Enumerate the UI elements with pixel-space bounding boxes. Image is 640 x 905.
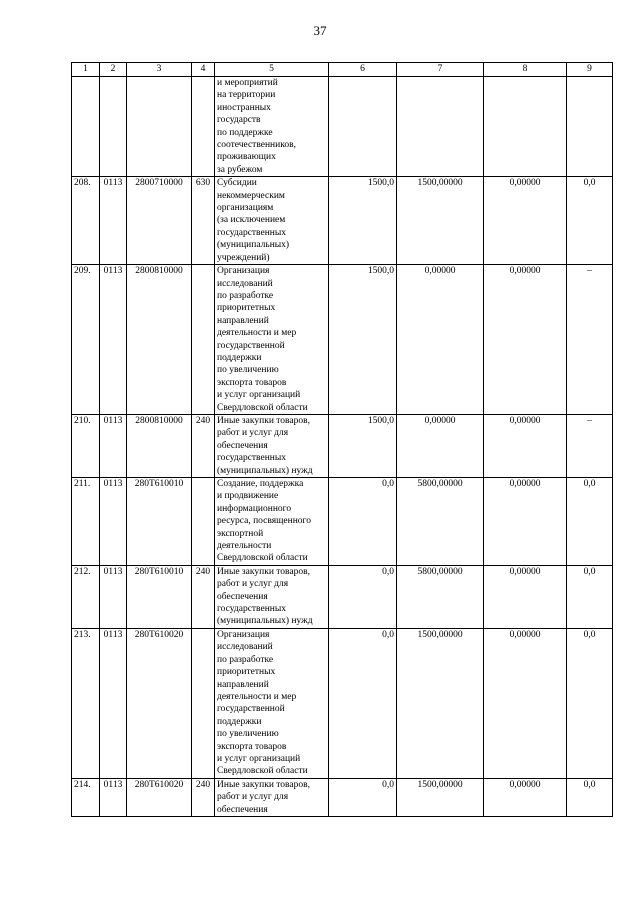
item-name-line: проживающих	[217, 152, 276, 163]
value-col-6: 0,0	[329, 565, 397, 628]
item-name-line: Субсидии	[217, 178, 257, 189]
section-code: 0113	[100, 177, 127, 265]
value-col-8: 0,00000	[484, 414, 567, 477]
section-code: 0113	[100, 265, 127, 415]
item-name-line: поддержки	[217, 352, 262, 363]
item-name-line: работ и услуг для	[217, 428, 289, 439]
value-col-6: 0,0	[329, 628, 397, 778]
item-name	[215, 478, 329, 566]
header-col-3: 3	[127, 63, 192, 77]
item-name-line: государственных	[217, 227, 287, 238]
table-header-row	[72, 63, 613, 77]
value-col-9: 0,0	[567, 628, 613, 778]
table-row	[72, 478, 613, 566]
item-name-line: (муниципальных) нужд	[217, 465, 313, 476]
item-name-line: исследований	[217, 278, 273, 289]
header-col-8: 8	[484, 63, 567, 77]
expense-type: 240	[192, 414, 215, 477]
item-name-line: работ и услуг для	[217, 792, 289, 803]
item-name-line: некоммерческим	[217, 190, 285, 201]
value-col-6: 1500,0	[329, 265, 397, 415]
item-name-line: по увеличению	[217, 729, 279, 740]
item-name-line: деятельности и мер	[217, 328, 297, 339]
value-col-8: 0,00000	[484, 565, 567, 628]
item-name-line: по разработке	[217, 654, 274, 665]
expense-type	[192, 77, 215, 177]
item-name-line: государственной	[217, 340, 285, 351]
item-name-line: и мероприятий	[217, 78, 278, 88]
target-code: 2800810000	[127, 414, 192, 477]
expense-type: 240	[192, 565, 215, 628]
table-row	[72, 414, 613, 477]
item-name-line: Свердловской области	[217, 553, 308, 564]
section-code: 0113	[100, 628, 127, 778]
value-col-6: 1500,0	[329, 177, 397, 265]
item-name-line: Иные закупки товаров,	[217, 566, 310, 577]
item-name-line: государств	[217, 115, 261, 126]
item-name-line: информационного	[217, 503, 292, 514]
header-col-9: 9	[567, 63, 613, 77]
expense-type: 630	[192, 177, 215, 265]
row-number	[72, 77, 100, 177]
item-name-line: и продвижение	[217, 491, 279, 502]
expense-type	[192, 478, 215, 566]
table-row	[72, 628, 613, 778]
value-col-8: 0,00000	[484, 177, 567, 265]
item-name-line: по увеличению	[217, 365, 279, 376]
target-code: 280T610010	[127, 565, 192, 628]
item-name	[215, 265, 329, 415]
item-name-line: Организация	[217, 629, 270, 640]
item-name-line: иностранных	[217, 102, 271, 113]
item-name-line: направлений	[217, 679, 269, 690]
value-col-6	[329, 77, 397, 177]
item-name-line: обеспечения	[217, 804, 268, 815]
budget-table	[71, 62, 613, 817]
item-name	[215, 778, 329, 816]
table-body	[72, 77, 613, 817]
item-name-line: экспортной	[217, 528, 264, 539]
value-col-8: 0,00000	[484, 478, 567, 566]
row-number: 211.	[72, 478, 100, 566]
item-name-line: экспорта товаров	[217, 741, 287, 752]
item-name-line: государственных	[217, 604, 287, 615]
item-name-line: соотечественников,	[217, 140, 296, 151]
row-number: 212.	[72, 565, 100, 628]
row-number: 214.	[72, 778, 100, 816]
value-col-7: 1500,00000	[397, 628, 484, 778]
value-col-9: 0,0	[567, 778, 613, 816]
header-col-4: 4	[192, 63, 215, 77]
row-number: 208.	[72, 177, 100, 265]
item-name-line: поддержки	[217, 716, 262, 727]
item-name-line: и услуг организаций	[217, 753, 301, 764]
item-name-line: Свердловской области	[217, 766, 308, 777]
item-name-line: обеспечения	[217, 591, 268, 602]
section-code: 0113	[100, 778, 127, 816]
item-name-line: на территории	[217, 90, 276, 101]
header-col-5: 5	[215, 63, 329, 77]
row-number: 213.	[72, 628, 100, 778]
value-col-9: 0,0	[567, 478, 613, 566]
target-code: 2800810000	[127, 265, 192, 415]
header-col-6: 6	[329, 63, 397, 77]
row-number: 210.	[72, 414, 100, 477]
item-name-line: (за исключением	[217, 215, 286, 226]
value-col-8: 0,00000	[484, 265, 567, 415]
item-name-line: государственной	[217, 704, 285, 715]
table-row	[72, 177, 613, 265]
table-row	[72, 565, 613, 628]
value-col-6: 1500,0	[329, 414, 397, 477]
item-name-line: по разработке	[217, 290, 274, 301]
item-name-line: Организация	[217, 266, 270, 277]
item-name-line: Иные закупки товаров,	[217, 415, 310, 426]
item-name-line: ресурса, посвященного	[217, 516, 311, 527]
item-name-line: государственных	[217, 453, 287, 464]
item-name-line: деятельности	[217, 541, 272, 552]
item-name	[215, 77, 329, 177]
item-name-line: деятельности и мер	[217, 691, 297, 702]
section-code: 0113	[100, 414, 127, 477]
value-col-9: –	[567, 265, 613, 415]
section-code: 0113	[100, 565, 127, 628]
table-row	[72, 265, 613, 415]
expense-type: 240	[192, 778, 215, 816]
value-col-7: 0,00000	[397, 414, 484, 477]
value-col-8: 0,00000	[484, 778, 567, 816]
value-col-7: 0,00000	[397, 265, 484, 415]
table-row	[72, 77, 613, 177]
header-col-7: 7	[397, 63, 484, 77]
item-name-line: Свердловской области	[217, 402, 308, 413]
item-name-line: по поддержке	[217, 127, 273, 138]
header-col-2: 2	[100, 63, 127, 77]
item-name-line: учреждений)	[217, 252, 270, 263]
item-name-line: Создание, поддержка	[217, 479, 304, 489]
target-code	[127, 77, 192, 177]
section-code: 0113	[100, 478, 127, 566]
target-code: 280T610010	[127, 478, 192, 566]
item-name	[215, 414, 329, 477]
item-name	[215, 177, 329, 265]
expense-type	[192, 628, 215, 778]
section-code	[100, 77, 127, 177]
value-col-6: 0,0	[329, 778, 397, 816]
item-name-line: приоритетных	[217, 667, 276, 678]
row-number: 209.	[72, 265, 100, 415]
item-name-line: работ и услуг для	[217, 579, 289, 590]
expense-type	[192, 265, 215, 415]
value-col-7: 5800,00000	[397, 565, 484, 628]
value-col-6: 0,0	[329, 478, 397, 566]
item-name-line: и услуг организаций	[217, 390, 301, 401]
item-name	[215, 628, 329, 778]
item-name-line: экспорта товаров	[217, 377, 287, 388]
item-name-line: (муниципальных)	[217, 240, 290, 251]
target-code: 280T610020	[127, 778, 192, 816]
item-name-line: направлений	[217, 315, 269, 326]
table-row	[72, 778, 613, 816]
value-col-7: 1500,00000	[397, 778, 484, 816]
value-col-9: 0,0	[567, 177, 613, 265]
item-name-line: приоритетных	[217, 303, 276, 314]
item-name-line: за рубежом	[217, 164, 263, 175]
value-col-7: 5800,00000	[397, 478, 484, 566]
value-col-9	[567, 77, 613, 177]
page-number: 37	[313, 23, 327, 38]
target-code: 280T610020	[127, 628, 192, 778]
header-col-1: 1	[72, 63, 100, 77]
value-col-7: 1500,00000	[397, 177, 484, 265]
item-name-line: исследований	[217, 642, 273, 653]
item-name	[215, 565, 329, 628]
target-code: 2800710000	[127, 177, 192, 265]
item-name-line: Иные закупки товаров,	[217, 779, 310, 790]
value-col-9: –	[567, 414, 613, 477]
value-col-8	[484, 77, 567, 177]
value-col-7	[397, 77, 484, 177]
item-name-line: организациям	[217, 203, 274, 214]
item-name-line: (муниципальных) нужд	[217, 616, 313, 627]
value-col-8: 0,00000	[484, 628, 567, 778]
item-name-line: обеспечения	[217, 440, 268, 451]
value-col-9: 0,0	[567, 565, 613, 628]
